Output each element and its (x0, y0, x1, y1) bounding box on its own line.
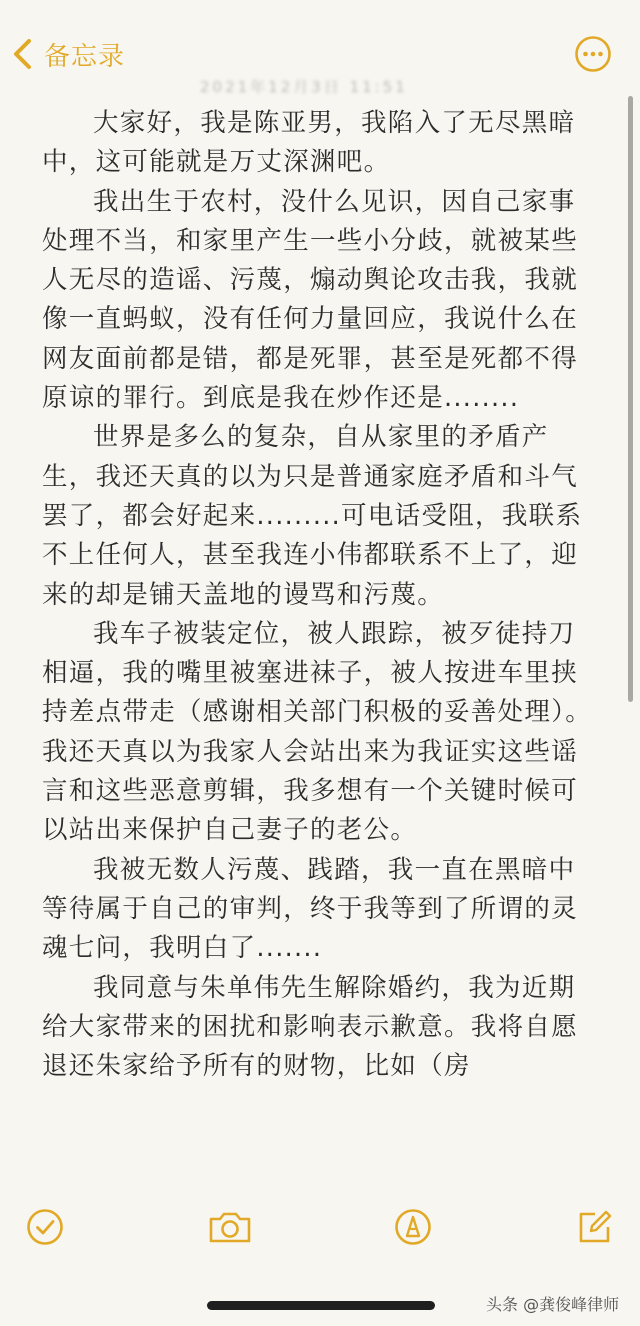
compose-button[interactable] (575, 1205, 615, 1249)
chevron-left-icon (10, 37, 36, 71)
camera-button[interactable] (207, 1205, 253, 1249)
note-paragraph: 我被无数人污蔑、践踏，我一直在黑暗中等待属于自己的审判，终于我等到了所谓的灵魂七问，我明白了....... (42, 854, 579, 964)
scrollbar[interactable] (628, 96, 633, 702)
back-button[interactable] (10, 34, 125, 74)
checklist-icon (25, 1207, 65, 1247)
home-indicator[interactable] (207, 1301, 435, 1310)
note-paragraph: 我出生于农村，没什么见识，因自己家事处理不当，和家里产生一些小分歧，就被某些人无尽的造谣、污蔑，煽动舆论攻击我，我就像一直蚂蚁，没有任何力量回应，我说什么在网友面前都是错，都是死罪，甚至是死都不得原谅的罪行。到底是我在炒作还是........ (42, 186, 579, 414)
bottom-toolbar (0, 1205, 640, 1255)
markup-icon (393, 1207, 433, 1247)
note-paragraph: 世界是多么的复杂，自从家里的矛盾产生，我还天真的以为只是普通家庭矛盾和斗气罢了，都会好起来.........可电话受阻，我联系不上任何人，甚至我连小伟都联系不上了，迎来的却是铺天盖地的谩骂和污蔑。 (42, 422, 583, 610)
markup-button[interactable] (393, 1205, 433, 1249)
ellipsis-circle-icon (574, 35, 612, 73)
note-paragraph: 我车子被装定位，被人跟踪，被歹徒持刀相逼，我的嘴里被塞进袜子，被人按进车里挟持差点带走（感谢相关部门积极的妥善处理）。我还天真以为我家人会站出来为我证实这些谣言和这些恶意剪辑，我多想有一个关键时候可以站出来保护自己妻子的老公。 (42, 618, 593, 846)
top-nav (0, 0, 640, 95)
watermark: 头条 @龚俊峰律师 (486, 1295, 620, 1314)
camera-icon (207, 1207, 253, 1247)
more-options-button[interactable] (574, 35, 612, 73)
compose-icon (575, 1207, 615, 1247)
note-paragraph: 大家好，我是陈亚男，我陷入了无尽黑暗中，这可能就是万丈深渊吧。 (42, 108, 576, 178)
note-body[interactable] (42, 104, 598, 1184)
note-date: 2021年12月3日 11:51 (200, 78, 408, 96)
back-label: 备忘录 (44, 41, 126, 72)
checklist-button[interactable] (25, 1205, 65, 1249)
note-paragraph: 我同意与朱单伟先生解除婚约，我为近期给大家带来的困扰和影响表示歉意。我将自愿退还朱家给予所有的财物，比如（房 (42, 972, 579, 1082)
